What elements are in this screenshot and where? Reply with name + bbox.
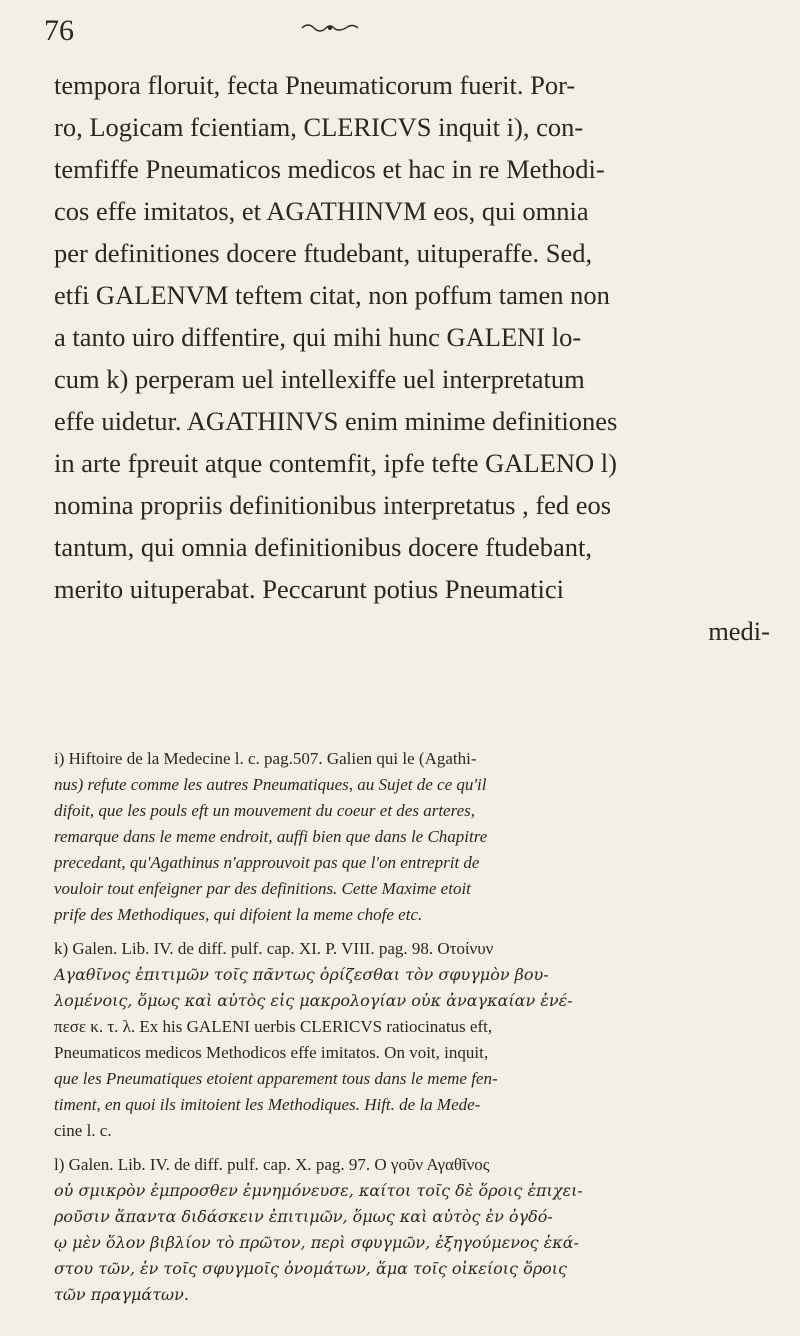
footnote-line: l) Galen. Lib. IV. de diff. pulf. cap. X. pag. 97. Ο γοῦν Αγαθῖνος (54, 1155, 490, 1174)
text-line: effe uidetur. AGATHINVS enim minime definitiones (54, 406, 618, 436)
text-line: etfi GALENVM teftem citat, non poffum tamen non (54, 280, 610, 310)
footnote-line: ῳ μὲν ὅλον βιβλίον τὸ πρῶτον, περὶ σφυγμῶν, ἐξηγούμενος ἑκά- (54, 1233, 579, 1252)
footnote-line: prife des Methodiques, qui difoient la meme chofe etc. (54, 905, 423, 924)
footnote-line: τῶν πραγμάτων. (54, 1285, 189, 1304)
footnote-k (54, 936, 774, 1144)
text-line: a tanto uiro diffentire, qui mihi hunc GALENI lo- (54, 322, 582, 352)
catchword: medi- (708, 616, 770, 646)
footnote-i (54, 746, 774, 928)
text-line: tempora floruit, fecta Pneumaticorum fuerit. Por- (54, 70, 576, 100)
footnote-line: Αγαθῖνος ἐπιτιμῶν τοῖς πᾶντως ὁρίζεσθαι τὸν σφυγμὸν βου- (54, 965, 549, 984)
footnote-line: i) Hiftoire de la Medecine l. c. pag.507. Galien qui le (Agathi- (54, 749, 477, 768)
text-line: temfiffe Pneumaticos medicos et hac in re Methodi- (54, 154, 605, 184)
footnote-line: cine l. c. (54, 1121, 112, 1140)
footnote-line: nus) refute comme les autres Pneumatiques, au Sujet de ce qu'il (54, 775, 487, 794)
footnote-line: Pneumaticos medicos Methodicos effe imitatos. On voit, inquit, (54, 1043, 489, 1062)
footnote-line: ροῦσιν ἅπαντα διδάσκειν ἐπιτιμῶν, ὅμως καὶ αὐτὸς ἐν ὀγδό- (54, 1207, 553, 1226)
footnote-line: precedant, qu'Agathinus n'approuvoit pas que l'on entreprit de (54, 853, 480, 872)
footnotes (54, 746, 774, 1316)
text-line: in arte fpreuit atque contemfit, ipfe tefte GALENO l) (54, 448, 617, 478)
footnote-line: que les Pneumatiques etoient apparement tous dans le meme fen- (54, 1069, 498, 1088)
footnote-line: vouloir tout enfeigner par des definitions. Cette Maxime etoit (54, 879, 471, 898)
footnote-line: difoit, que les pouls eft un mouvement du coeur et des arteres, (54, 801, 475, 820)
footnote-line: οὐ σμικρὸν ἐμπροσθεν ἐμνημόνευσε, καίτοι τοῖς δὲ ὅροις ἐπιχει- (54, 1181, 583, 1200)
ornament-icon (300, 20, 360, 34)
text-line: tantum, qui omnia definitionibus docere ftudebant, (54, 532, 592, 562)
footnote-line: λομένοις, ὅμως καὶ αὐτὸς εἰς μακρολογίαν οὐκ ἀναγκαίαν ἐνέ- (54, 991, 573, 1010)
text-line: cos effe imitatos, et AGATHINVM eos, qui omnia (54, 196, 589, 226)
footnote-line: k) Galen. Lib. IV. de diff. pulf. cap. XI. P. VIII. pag. 98. Οτοίνυν (54, 939, 494, 958)
main-text (54, 64, 770, 652)
text-line: per definitiones docere ftudebant, uituperaffe. Sed, (54, 238, 593, 268)
text-line: cum k) perperam uel intellexiffe uel interpretatum (54, 364, 585, 394)
footnote-l (54, 1152, 774, 1308)
text-line: ro, Logicam fcientiam, CLERICVS inquit i), con- (54, 112, 584, 142)
footnote-line: πεσε κ. τ. λ. Ex his GALENI uerbis CLERICVS ratiocinatus eft, (54, 1017, 493, 1036)
text-line: nomina propriis definitionibus interpretatus , fed eos (54, 490, 612, 520)
page-number: 76 (44, 14, 74, 47)
footnote-line: remarque dans le meme endroit, auffi bien que dans le Chapitre (54, 827, 488, 846)
text-line: merito uituperabat. Peccarunt potius Pneumatici (54, 574, 564, 604)
footnote-line: στου τῶν, ἐν τοῖς σφυγμοῖς ὀνομάτων, ἅμα τοῖς οἰκείοις ὅροις (54, 1259, 567, 1278)
footnote-line: timent, en quoi ils imitoient les Methodiques. Hift. de la Mede- (54, 1095, 481, 1114)
